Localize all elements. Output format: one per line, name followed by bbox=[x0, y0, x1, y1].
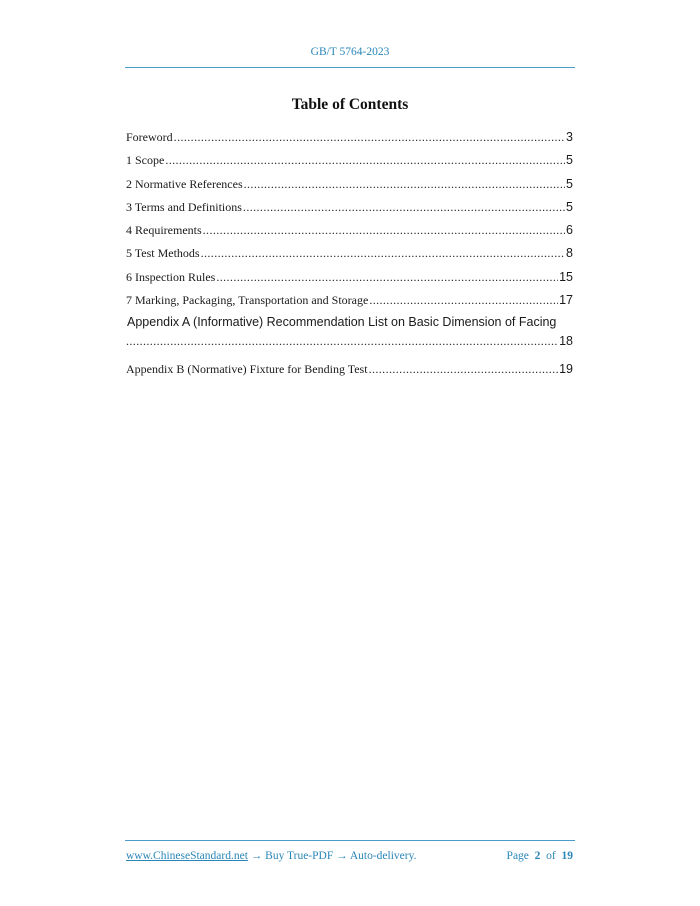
toc-leader-dots bbox=[174, 127, 565, 147]
page-current: 2 bbox=[534, 850, 541, 862]
toc-entry-appendix-a[interactable] bbox=[126, 313, 573, 359]
page-footer bbox=[126, 850, 573, 862]
toc-entry-page: 17 bbox=[559, 293, 573, 308]
toc-entry-page: 3 bbox=[566, 130, 573, 144]
toc-entry-title: 5 Test Methods bbox=[126, 246, 200, 261]
toc-entry-title: Foreword bbox=[126, 130, 173, 144]
toc-entry-title: 7 Marking, Packaging, Transportation and Storage bbox=[126, 293, 369, 308]
toc-entry-page: 8 bbox=[566, 246, 573, 261]
toc-entry-page: 18 bbox=[559, 334, 573, 349]
website-link[interactable]: www.ChineseStandard.net bbox=[126, 850, 248, 862]
table-of-contents bbox=[126, 127, 573, 383]
toc-entry-title: Appendix B (Normative) Fixture for Bending Test bbox=[126, 362, 368, 377]
toc-entry-page: 5 bbox=[566, 199, 573, 214]
toc-entry-marking-packaging[interactable] bbox=[126, 290, 573, 313]
footer-promo-text: → Buy True-PDF → Auto-delivery. bbox=[247, 850, 417, 862]
toc-entry-page: 5 bbox=[566, 176, 573, 191]
toc-entry-page: 5 bbox=[566, 153, 573, 168]
footer-divider bbox=[125, 840, 575, 841]
toc-entry-foreword[interactable] bbox=[126, 127, 573, 150]
header-divider bbox=[125, 67, 575, 68]
toc-leader-dots bbox=[165, 150, 565, 170]
toc-leader-dots bbox=[216, 267, 558, 287]
toc-entry-page: 15 bbox=[559, 269, 573, 284]
toc-leader-dots bbox=[369, 359, 559, 379]
page-total: 19 bbox=[561, 850, 573, 862]
toc-leader-dots bbox=[126, 332, 558, 350]
toc-entry-title: Appendix A (Informative) Recommendation List on Basic Dimension of Facing bbox=[127, 315, 557, 330]
toc-entry-terms-definitions[interactable] bbox=[126, 197, 573, 220]
toc-entry-requirements[interactable] bbox=[126, 220, 573, 243]
toc-entry-title: 4 Requirements bbox=[126, 223, 202, 238]
page-of-label: of bbox=[546, 850, 556, 862]
toc-entry-page: 6 bbox=[566, 223, 573, 238]
toc-leader-dots bbox=[243, 197, 565, 217]
toc-leader-dots bbox=[203, 220, 565, 240]
document-code-header: GB/T 5764-2023 bbox=[310, 46, 390, 58]
toc-entry-title: 2 Normative References bbox=[126, 176, 243, 191]
page-label: Page bbox=[506, 850, 529, 862]
footer-promo bbox=[126, 850, 416, 862]
toc-entry-normative-references[interactable] bbox=[126, 174, 573, 197]
toc-entry-page: 19 bbox=[559, 362, 573, 377]
toc-entry-title: 6 Inspection Rules bbox=[126, 269, 216, 284]
toc-entry-test-methods[interactable] bbox=[126, 243, 573, 266]
toc-entry-title: 1 Scope bbox=[126, 153, 165, 168]
toc-entry-appendix-b[interactable] bbox=[126, 359, 573, 382]
toc-leader-dots bbox=[244, 174, 565, 194]
toc-entry-scope[interactable] bbox=[126, 150, 573, 173]
page-indicator bbox=[507, 850, 573, 862]
toc-leader-dots bbox=[201, 243, 565, 263]
toc-entry-title: 3 Terms and Definitions bbox=[126, 199, 242, 214]
toc-title: Table of Contents bbox=[291, 96, 409, 113]
toc-entry-inspection-rules[interactable] bbox=[126, 267, 573, 290]
toc-leader-dots bbox=[369, 290, 558, 310]
